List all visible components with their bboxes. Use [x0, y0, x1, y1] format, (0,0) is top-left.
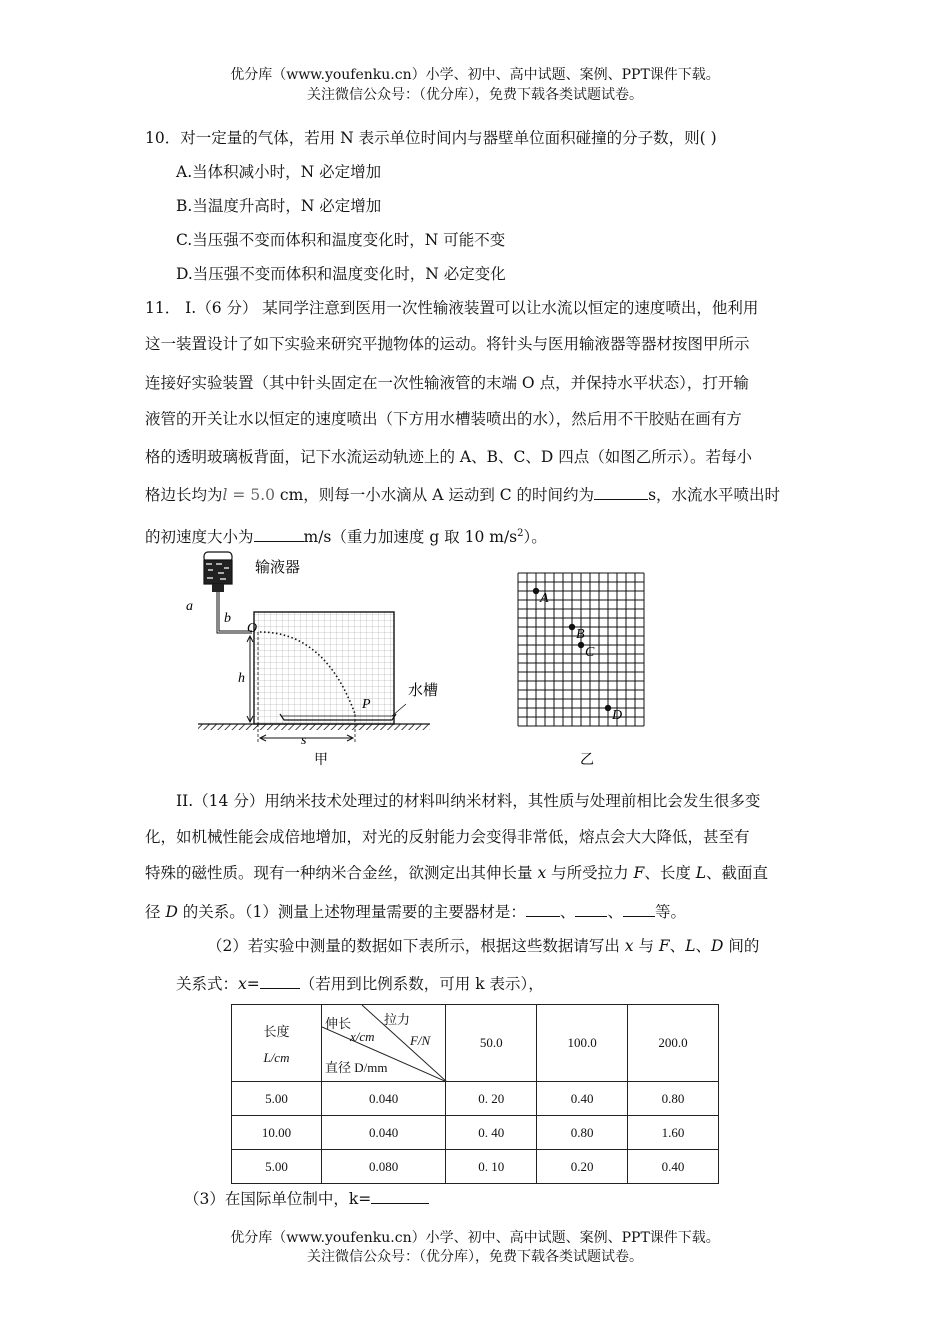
q11-line-6-b: cm，则每一小水滴从 A 运动到 C 的时间约为	[274, 486, 595, 504]
answer-blank-relation[interactable]	[260, 974, 300, 989]
part2-line-2: 化，如机械性能会成倍地增加，对光的反射能力会变得非常低，熔点会大大降低，甚至有	[145, 828, 750, 846]
q11-line-6-a: 格边长均为	[145, 486, 223, 504]
q11-line-6	[145, 485, 780, 505]
point-c	[578, 642, 584, 648]
footer-line-2: 关注微信公众号：（优分库），免费下载各类试题试卷。	[307, 1249, 643, 1265]
label-s: s	[301, 733, 307, 748]
header-force-2: 100.0	[537, 1005, 628, 1082]
q10-stem: 10．对一定量的气体，若用 N 表示单位时间内与器壁单位面积碰撞的分子数，则( )	[145, 129, 717, 147]
yi-points	[533, 588, 622, 723]
label-p: P	[362, 697, 371, 712]
answer-blank-velocity[interactable]	[254, 527, 304, 542]
point-label-b: B	[576, 627, 585, 642]
part2-line-7: （3）在国际单位制中，k=	[184, 1189, 429, 1209]
header-force-1: 50.0	[446, 1005, 537, 1082]
label-o: O	[247, 621, 258, 636]
table-row: 10.00 0.040 0. 40 0.80 1.60	[232, 1116, 719, 1150]
var-l: l	[222, 486, 228, 504]
answer-blank-equipment-1[interactable]	[526, 902, 560, 917]
part2-line-6: 关系式：x= （若用到比例系数，可用 k 表示），	[176, 975, 544, 993]
yi-grid	[518, 573, 644, 726]
header-length: 长度 L/cm	[232, 1005, 322, 1082]
q11-line-7	[145, 524, 547, 547]
label-device: 输液器	[255, 560, 301, 576]
label-b: b	[224, 611, 231, 626]
superscript-2: 2	[517, 528, 524, 539]
q11-line-5: 格的透明玻璃板背面，记下水流运动轨迹上的 A、B、C、D 四点（如图乙所示）。若每小	[145, 448, 752, 466]
q11-line-7-c: ）。	[523, 528, 547, 547]
q11-line-3: 连接好实验装置（其中针头固定在一次性输液管的末端 O 点，并保持水平状态），打开输	[145, 374, 749, 392]
point-d	[605, 705, 611, 711]
glass-board	[254, 612, 394, 724]
table-header-row	[232, 1005, 719, 1082]
q11-line-2: 这一装置设计了如下实验来研究平抛物体的运动。将针头与医用输液器等器材按图甲所示	[145, 335, 750, 353]
q11-line-1: 11． I.（6 分） 某同学注意到医用一次性输液装置可以让水流以恒定的速度喷出，他利用	[145, 299, 759, 317]
q11-line-6-c: s，水流水平喷出时	[648, 486, 781, 504]
l-value: = 5.0	[227, 486, 275, 504]
q11-line-7-a: 的初速度大小为	[145, 528, 254, 547]
data-table	[231, 1004, 719, 1184]
q10-option-d: D.当压强不变而体积和温度变化时，N 必定变化	[176, 265, 506, 283]
iv-bag	[204, 552, 232, 592]
label-h: h	[238, 671, 245, 686]
caption-jia: 甲	[314, 753, 328, 768]
part2-line-4: 径 D 的关系。（1）测量上述物理量需要的主要器材是： 、 、 等。	[145, 903, 686, 921]
q11-line-4: 液管的开关让水以恒定的速度喷出（下方用水槽装喷出的水），然后用不干胶贴在画有方	[145, 410, 742, 428]
point-label-c: C	[585, 645, 595, 660]
header-diagonal: 伸长 拉力 x/cm F/N 直径 D/mm	[321, 1005, 445, 1082]
point-b	[569, 624, 575, 630]
q10-option-a: A.当体积减小时，N 必定增加	[176, 163, 382, 181]
answer-blank-k[interactable]	[371, 1189, 429, 1204]
q10-option-b: B.当温度升高时，N 必定增加	[176, 197, 382, 215]
answer-blank-equipment-2[interactable]	[575, 902, 607, 917]
answer-blank-equipment-3[interactable]	[623, 902, 655, 917]
point-a	[533, 588, 539, 594]
caption-yi: 乙	[580, 753, 594, 768]
label-tank: 水槽	[408, 683, 439, 699]
table-row: 5.00 0.080 0. 10 0.20 0.40	[232, 1150, 719, 1184]
point-label-d: D	[612, 708, 623, 723]
header-force-3: 200.0	[628, 1005, 719, 1082]
q11-line-7-b: m/s（重力加速度 g 取 10 m/s	[303, 528, 518, 547]
header-line-1: 优分库（www.youfenku.cn）小学、初中、高中试题、案例、PPT课件下载。	[230, 67, 720, 83]
figure-jia	[180, 548, 450, 770]
point-label-a: A	[540, 591, 549, 606]
table-row: 5.00 0.040 0. 20 0.40 0.80	[232, 1082, 719, 1116]
header-line-2: 关注微信公众号：（优分库），免费下载各类试题试卷。	[307, 87, 643, 103]
part2-line-1: II.（14 分）用纳米技术处理过的材料叫纳米材料，其性质与处理前相比会发生很多变	[176, 792, 761, 810]
q10-option-c: C.当压强不变而体积和温度变化时，N 可能不变	[176, 231, 506, 249]
figure-yi	[510, 568, 660, 768]
footer-line-1: 优分库（www.youfenku.cn）小学、初中、高中试题、案例、PPT课件下载。	[230, 1230, 720, 1246]
answer-blank-time[interactable]	[594, 485, 648, 500]
ground	[198, 724, 430, 730]
part2-line-5: （2）若实验中测量的数据如下表所示，根据这些数据请写出 x 与 F、L、D 间的	[207, 937, 760, 955]
label-a: a	[186, 599, 193, 614]
part2-line-3: 特殊的磁性质。现有一种纳米合金丝，欲测定出其伸长量 x 与所受拉力 F、长度 L、截面直	[145, 864, 769, 882]
